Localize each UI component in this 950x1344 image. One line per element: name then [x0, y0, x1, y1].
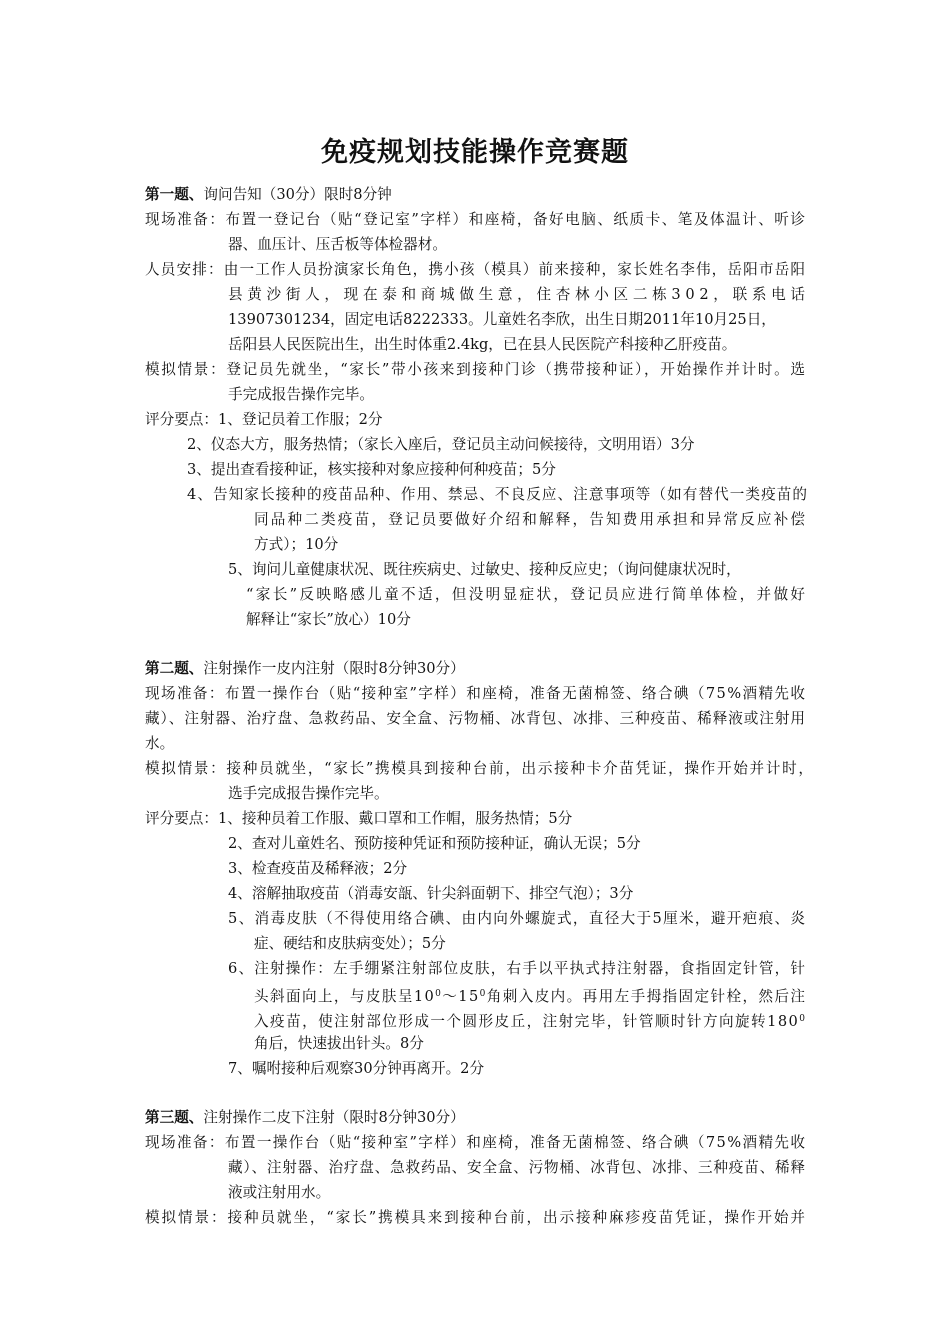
page-title: 免疫规划技能操作竞赛题 [321, 137, 629, 168]
text-segment: “家长”反映略感儿童不适，但没明显症状，登记员应进行简单体检，并做好 [246, 586, 808, 603]
text-segment: 模拟情景：登记员先就坐，“家长”带小孩来到接种门诊（携带接种证），开始操作并计时。选 [145, 361, 807, 378]
text-segment: 模拟情景：接种员就坐，“家长”携模具来到接种台前，出示接种麻疹疫苗凭证，操作开始并 [145, 1209, 807, 1226]
text-line [228, 335, 736, 355]
text-line [254, 984, 806, 1007]
text-line [228, 784, 389, 804]
text-segment: 同品种二类疫苗，登记员要做好介绍和解释，告知费用承担和异常反应补偿 [254, 511, 808, 528]
text-line [145, 734, 174, 754]
text-line [145, 809, 572, 829]
text-segment: 现场准备：布置一操作台（贴“接种室”字样）和座椅，准备无菌棉签、络合碘（75%酒精先收 [145, 1134, 807, 1151]
text-line [228, 560, 741, 580]
text-line [145, 1108, 465, 1128]
text-line [254, 510, 807, 530]
text-line [187, 485, 808, 505]
text-line [187, 460, 556, 480]
text-segment: 2、仪态大方，服务热情；（家长入座后，登记员主动问候接待，文明用语）3分 [187, 436, 695, 453]
text-segment: 症、硬结和皮肤病变处）；5分 [254, 935, 446, 952]
text-line [246, 585, 807, 605]
text-line [145, 185, 392, 205]
text-line [228, 1183, 330, 1203]
text-segment: 4、溶解抽取疫苗（消毒安瓿、针尖斜面朝下、排空气泡）；3分 [228, 885, 634, 902]
degree-superscript: 0 [799, 1014, 807, 1024]
text-segment: 询问告知（30分）限时8分钟 [203, 186, 392, 203]
text-line [228, 385, 374, 405]
text-line [228, 285, 810, 305]
text-line [228, 959, 806, 979]
text-segment: 液或注射用水。 [228, 1184, 331, 1201]
text-segment: 注射操作二皮下注射（限时8分钟30分） [203, 1109, 465, 1126]
text-segment: 选手完成报告操作完毕。 [228, 785, 389, 802]
text-segment: 评分要点：1、登记员着工作服；2分 [145, 411, 383, 428]
text-segment: 3、提出查看接种证，核实接种对象应接种何种疫苗；5分 [187, 461, 556, 478]
text-segment: 方式）；10分 [254, 536, 339, 553]
text-segment: 注射操作一皮内注射（限时8分钟30分） [203, 660, 465, 677]
text-line [228, 859, 407, 879]
text-line [254, 934, 446, 954]
text-segment: 4、告知家长接种的疫苗品种、作用、禁忌、不良反应、注意事项等（如有替代一类疫苗的 [187, 486, 809, 503]
text-segment: 评分要点：1、接种员着工作服、戴口罩和工作帽，服务热情；5分 [145, 810, 573, 827]
text-segment: 2、查对儿童姓名、预防接种凭证和预防接种证，确认无误；5分 [228, 835, 641, 852]
text-line [228, 235, 447, 255]
text-line [145, 759, 815, 779]
text-segment: 县黄沙街人，现在泰和商城做生意，住杏林小区二栋302，联系电话 [228, 286, 810, 303]
section-heading: 第三题、 [145, 1109, 204, 1126]
text-segment: 手完成报告操作完毕。 [228, 386, 374, 403]
text-line [246, 610, 411, 630]
text-line [228, 310, 776, 330]
text-line [254, 535, 338, 555]
text-line [228, 909, 806, 929]
text-line [145, 1208, 807, 1228]
text-line [228, 834, 641, 854]
text-segment: 解释让“家长”放心）10分 [246, 611, 411, 628]
text-segment: 13907301234，固定电话8222333。儿童姓名李欣，出生日期2011年10月25日， [228, 311, 776, 328]
text-line [145, 684, 806, 704]
text-segment: 藏）、注射器、治疗盘、急救药品、安全盒、污物桶、冰背包、冰排、三种疫苗、稀释 [228, 1159, 806, 1176]
text-segment: 角后，快速拔出针头。8分 [254, 1035, 424, 1052]
text-segment: 器、血压计、压舌板等体检器材。 [228, 236, 447, 253]
text-segment: 6、注射操作：左手绷紧注射部位皮肤，右手以平执式持注射器，食指固定针管，针 [228, 960, 807, 977]
text-segment: 角刺入皮内。再用左手拇指固定针栓，然后注 [486, 988, 807, 1005]
text-line [254, 1034, 424, 1054]
text-segment: 7、嘱咐接种后观察30分钟再离开。2分 [228, 1060, 485, 1077]
text-segment: 入疫苗，使注射部位形成一个圆形皮丘，注射完毕，针管顺时针方向旋转180 [254, 1013, 800, 1030]
text-segment: ～15 [442, 988, 480, 1005]
text-line [228, 1158, 806, 1178]
text-segment: 人员安排：由一工作人员扮演家长角色，携小孩（模具）前来接种，家长姓名李伟，岳阳市岳阳 [145, 261, 807, 278]
section-heading: 第一题、 [145, 186, 204, 203]
text-segment: 现场准备：布置一操作台（贴“接种室”字样）和座椅，准备无菌棉签、络合碘（75%酒精先收 [145, 685, 807, 702]
text-segment: 5、询问儿童健康状况、既往疾病史、过敏史、接种反应史；（询问健康状况时， [228, 561, 741, 578]
text-line [228, 1059, 484, 1079]
text-segment: 5、消毒皮肤（不得使用络合碘、由内向外螺旋式，直径大于5厘米，避开疤痕、炎 [228, 910, 807, 927]
text-line [145, 1133, 806, 1153]
text-line [254, 1009, 806, 1032]
text-segment: 3、检查疫苗及稀释液；2分 [228, 860, 408, 877]
text-line [145, 410, 382, 430]
text-segment: 现场准备：布置一登记台（贴“登记室”字样）和座椅，备好电脑、纸质卡、笔及体温计、听诊 [145, 211, 807, 228]
text-segment: 水。 [145, 735, 175, 752]
text-line [145, 659, 465, 679]
degree-superscript: 0 [479, 989, 487, 999]
text-line [228, 884, 633, 904]
text-segment: 藏）、注射器、治疗盘、急救药品、安全盒、污物桶、冰背包、冰排、三种疫苗、稀释液或注射用 [145, 710, 806, 727]
text-line [145, 210, 806, 230]
degree-superscript: 0 [435, 989, 443, 999]
text-line [145, 260, 806, 280]
text-line [187, 435, 694, 455]
text-line [145, 709, 806, 729]
section-heading: 第二题、 [145, 660, 204, 677]
text-segment: 模拟情景：接种员就坐，“家长”携模具到接种台前，出示接种卡介苗凭证，操作开始并计时， [145, 760, 815, 777]
text-segment: 岳阳县人民医院出生，出生时体重2.4kg，已在县人民医院产科接种乙肝疫苗。 [228, 336, 737, 353]
text-line [145, 360, 807, 380]
text-segment: 头斜面向上，与皮肤呈10 [254, 988, 436, 1005]
